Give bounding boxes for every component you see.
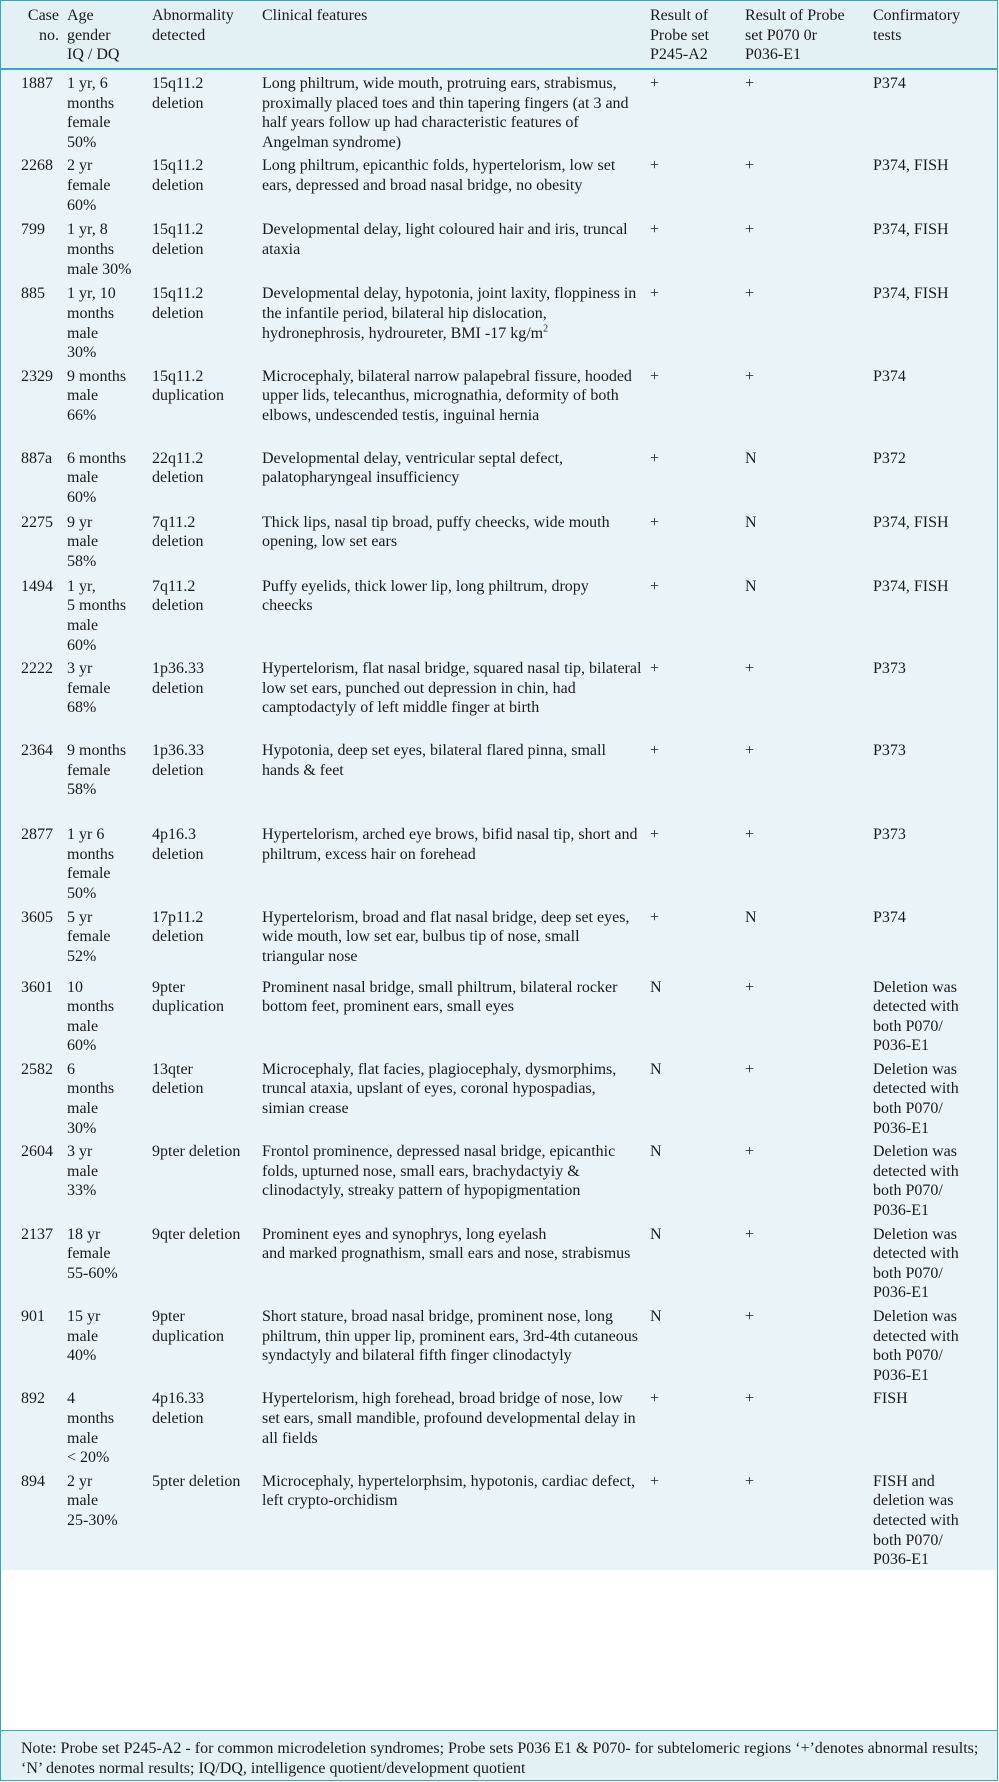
cell-result-p070: N [741, 445, 869, 509]
cell-confirmatory-tests: Deletion was detected with both P070/ P036-E1 [869, 1221, 997, 1303]
cell-clinical-features: Prominent nasal bridge, small philtrum, bilateral rocker bottom feet, prominent ears, small eyes [258, 974, 646, 1056]
cell-abnormality: 15q11.2 duplication [148, 363, 258, 445]
cell-result-p245: N [646, 974, 741, 1056]
cell-abnormality: 9pter deletion [148, 1138, 258, 1220]
cell-case-no: 2582 [1, 1056, 63, 1138]
cell-confirmatory-tests: P374 [869, 363, 997, 445]
cell-abnormality: 15q11.2 deletion [148, 280, 258, 362]
cell-abnormality: 7q11.2 deletion [148, 509, 258, 573]
cell-confirmatory-tests: FISH [869, 1385, 997, 1467]
cell-age-gender-iq: 3 yr female 68% [63, 655, 148, 737]
cell-clinical-features: Microcephaly, hypertelorphsim, hypotonis, cardiac defect, left crypto-orchidism [258, 1468, 646, 1570]
table-row [1, 1468, 997, 1570]
cell-abnormality: 5pter deletion [148, 1468, 258, 1570]
cell-case-no: 2137 [1, 1221, 63, 1303]
cell-confirmatory-tests: Deletion was detected with both P070/ P036-E1 [869, 1056, 997, 1138]
header-probe-p245: Result of Probe set P245-A2 [646, 1, 741, 69]
cell-age-gender-iq: 6 months male 60% [63, 445, 148, 509]
cell-abnormality: 13qter deletion [148, 1056, 258, 1138]
cell-abnormality: 15q11.2 deletion [148, 152, 258, 216]
table-row [1, 509, 997, 573]
cell-clinical-features: Developmental delay, hypotonia, joint laxity, floppiness in the infantile period, bilateral hip dislocation, hydronephrosis, hydroureter, BMI -17 $kg/m^2$ [258, 280, 646, 362]
table-row [1, 445, 997, 509]
cell-clinical-features: Hypertelorism, high forehead, broad bridge of nose, low set ears, small mandible, profound developmental delay in all fields [258, 1385, 646, 1467]
cell-result-p070: + [741, 1138, 869, 1220]
cell-age-gender-iq: 1 yr 6 months female 50% [63, 821, 148, 903]
cell-result-p070: + [741, 974, 869, 1056]
cell-result-p245: + [646, 280, 741, 362]
cell-age-gender-iq: 9 yr male 58% [63, 509, 148, 573]
cell-confirmatory-tests: P374, FISH [869, 152, 997, 216]
cell-age-gender-iq: 15 yr male 40% [63, 1303, 148, 1385]
cell-confirmatory-tests: Deletion was detected with both P070/ P036-E1 [869, 974, 997, 1056]
case-table [1, 1, 997, 1570]
header-case-no: Case no. [1, 1, 63, 69]
cell-case-no: 894 [1, 1468, 63, 1570]
cell-age-gender-iq: 4 months male < 20% [63, 1385, 148, 1467]
cell-result-p245: + [646, 363, 741, 445]
cell-case-no: 1887 [1, 69, 63, 152]
cell-clinical-features: Long philtrum, wide mouth, protruing ears, strabismus, proximally placed toes and thin tapering fingers (at 3 and half years follow up had characteristic features of Angelman syndrome) [258, 69, 646, 152]
cell-result-p070: + [741, 821, 869, 903]
table-row [1, 904, 997, 974]
cell-result-p245: N [646, 1056, 741, 1138]
cell-confirmatory-tests: FISH and deletion was detected with both P070/ P036-E1 [869, 1468, 997, 1570]
cell-result-p070: + [741, 655, 869, 737]
cell-age-gender-iq: 9 months male 66% [63, 363, 148, 445]
cell-confirmatory-tests: P373 [869, 655, 997, 737]
cell-case-no: 799 [1, 216, 63, 280]
table-footnote: Note: Probe set P245-A2 - for common microdeletion syndromes; Probe sets P036 E1 & P070- for subtelomeric regions ‘+’denotes abnormal results; ‘N’ denotes normal results; IQ/DQ, intelligence quotient/development quotient [1, 1730, 997, 1780]
header-clinical-features: Clinical features [258, 1, 646, 69]
cell-abnormality: 9qter deletion [148, 1221, 258, 1303]
table-row [1, 573, 997, 655]
cell-clinical-features: Hypotonia, deep set eyes, bilateral flared pinna, small hands & feet [258, 737, 646, 821]
table-row [1, 974, 997, 1056]
cell-abnormality: 9pter duplication [148, 974, 258, 1056]
table-row [1, 655, 997, 737]
cell-confirmatory-tests: P374, FISH [869, 280, 997, 362]
cell-result-p070: + [741, 1385, 869, 1467]
cell-result-p070: N [741, 904, 869, 974]
cell-result-p245: + [646, 821, 741, 903]
table-row [1, 280, 997, 362]
header-confirmatory: Confirmatory tests [869, 1, 997, 69]
cell-abnormality: 22q11.2 deletion [148, 445, 258, 509]
cell-result-p070: + [741, 216, 869, 280]
table-row [1, 1385, 997, 1467]
table-row [1, 1056, 997, 1138]
cell-case-no: 892 [1, 1385, 63, 1467]
cell-result-p245: + [646, 1385, 741, 1467]
header-row [1, 1, 997, 69]
cell-result-p245: N [646, 1221, 741, 1303]
cell-clinical-features: Thick lips, nasal tip broad, puffy cheecks, wide mouth opening, low set ears [258, 509, 646, 573]
cell-clinical-features: Hypertelorism, arched eye brows, bifid nasal tip, short and philtrum, excess hair on forehead [258, 821, 646, 903]
cell-confirmatory-tests: P373 [869, 821, 997, 903]
cell-result-p070: + [741, 152, 869, 216]
cell-clinical-features: Developmental delay, ventricular septal defect, palatopharyngeal insufficiency [258, 445, 646, 509]
cell-result-p070: + [741, 1468, 869, 1570]
cell-result-p245: N [646, 1138, 741, 1220]
table-row [1, 363, 997, 445]
cell-result-p245: + [646, 655, 741, 737]
cell-case-no: 2364 [1, 737, 63, 821]
cell-age-gender-iq: 3 yr male 33% [63, 1138, 148, 1220]
cell-case-no: 2329 [1, 363, 63, 445]
superscript: 2 [543, 323, 549, 335]
cell-result-p245: + [646, 509, 741, 573]
cell-case-no: 2877 [1, 821, 63, 903]
cell-clinical-features: Short stature, broad nasal bridge, prominent nose, long philtrum, thin upper lip, prominent ears, 3rd-4th cutaneous syndactyly and bilateral fifth finger clinodactyly [258, 1303, 646, 1385]
cell-age-gender-iq: 1 yr, 10 months male 30% [63, 280, 148, 362]
cell-confirmatory-tests: Deletion was detected with both P070/ P036-E1 [869, 1303, 997, 1385]
cell-result-p070: + [741, 1303, 869, 1385]
cell-confirmatory-tests: P374 [869, 69, 997, 152]
table-row [1, 1221, 997, 1303]
cell-abnormality: 1p36.33 deletion [148, 655, 258, 737]
cell-case-no: 901 [1, 1303, 63, 1385]
cell-confirmatory-tests: P374, FISH [869, 573, 997, 655]
cell-abnormality: 1p36.33 deletion [148, 737, 258, 821]
cell-result-p245: + [646, 573, 741, 655]
cell-age-gender-iq: 5 yr female 52% [63, 904, 148, 974]
cell-result-p070: N [741, 573, 869, 655]
cell-result-p070: + [741, 737, 869, 821]
cell-age-gender-iq: 9 months female 58% [63, 737, 148, 821]
cell-abnormality: 15q11.2 deletion [148, 69, 258, 152]
cell-result-p245: + [646, 445, 741, 509]
cell-case-no: 885 [1, 280, 63, 362]
cell-confirmatory-tests: Deletion was detected with both P070/ P036-E1 [869, 1138, 997, 1220]
cell-result-p070: + [741, 280, 869, 362]
cell-age-gender-iq: 1 yr, 8 months male 30% [63, 216, 148, 280]
table-row [1, 152, 997, 216]
cell-case-no: 1494 [1, 573, 63, 655]
table-body [1, 69, 997, 1570]
cell-clinical-features: Frontol prominence, depressed nasal bridge, epicanthic folds, upturned nose, small ears, brachydactyiy & clinodactyly, streaky pattern of hypopigmentation [258, 1138, 646, 1220]
cell-case-no: 2604 [1, 1138, 63, 1220]
cell-result-p070: + [741, 69, 869, 152]
cell-case-no: 3605 [1, 904, 63, 974]
header-abnormality: Abnormality detected [148, 1, 258, 69]
cell-result-p245: + [646, 904, 741, 974]
cell-case-no: 2222 [1, 655, 63, 737]
cell-result-p070: + [741, 363, 869, 445]
cell-result-p070: + [741, 1221, 869, 1303]
cell-abnormality: 9pter duplication [148, 1303, 258, 1385]
cell-case-no: 2275 [1, 509, 63, 573]
cell-case-no: 2268 [1, 152, 63, 216]
table-row [1, 216, 997, 280]
cell-age-gender-iq: 18 yr female 55-60% [63, 1221, 148, 1303]
cell-case-no: 3601 [1, 974, 63, 1056]
cell-confirmatory-tests: P374, FISH [869, 509, 997, 573]
cell-case-no: 887a [1, 445, 63, 509]
table-row [1, 1138, 997, 1220]
cell-age-gender-iq: 10 months male 60% [63, 974, 148, 1056]
cell-age-gender-iq: 2 yr male 25-30% [63, 1468, 148, 1570]
table-row [1, 821, 997, 903]
cell-confirmatory-tests: P374, FISH [869, 216, 997, 280]
cell-result-p245: + [646, 69, 741, 152]
cell-abnormality: 4p16.3 deletion [148, 821, 258, 903]
cell-age-gender-iq: 1 yr, 5 months male 60% [63, 573, 148, 655]
cell-result-p245: + [646, 1468, 741, 1570]
cell-clinical-features: Microcephaly, flat facies, plagiocephaly, dysmorphims, truncal ataxia, upslant of eyes, coronal hypospadias, simian crease [258, 1056, 646, 1138]
cell-age-gender-iq: 6 months male 30% [63, 1056, 148, 1138]
cell-clinical-features: Puffy eyelids, thick lower lip, long philtrum, dropy cheecks [258, 573, 646, 655]
cell-result-p245: N [646, 1303, 741, 1385]
table-row [1, 69, 997, 152]
cell-clinical-features: Hypertelorism, flat nasal bridge, squared nasal tip, bilateral low set ears, punched out depression in chin, had camptodactyly of left middle finger at birth [258, 655, 646, 737]
cell-clinical-features: Microcephaly, bilateral narrow palapebral fissure, hooded upper lids, telecanthus, micrognathia, deformity of both elbows, undescended testis, inguinal hernia [258, 363, 646, 445]
cell-abnormality: 7q11.2 deletion [148, 573, 258, 655]
table-row [1, 1303, 997, 1385]
header-age-gender-iq: Age gender IQ / DQ [63, 1, 148, 69]
cell-clinical-features: Prominent eyes and synophrys, long eyelash and marked prognathism, small ears and nose, strabismus [258, 1221, 646, 1303]
header-probe-p070: Result of Probe set P070 0r P036-E1 [741, 1, 869, 69]
cell-abnormality: 17p11.2 deletion [148, 904, 258, 974]
cell-clinical-features: Hypertelorism, broad and flat nasal bridge, deep set eyes, wide mouth, low set ear, bulbus tip of nose, small triangular nose [258, 904, 646, 974]
cell-result-p245: + [646, 216, 741, 280]
cell-result-p070: N [741, 509, 869, 573]
cell-abnormality: 4p16.33 deletion [148, 1385, 258, 1467]
cell-age-gender-iq: 1 yr, 6 months female 50% [63, 69, 148, 152]
cell-result-p070: + [741, 1056, 869, 1138]
cell-confirmatory-tests: P372 [869, 445, 997, 509]
cell-abnormality: 15q11.2 deletion [148, 216, 258, 280]
cell-clinical-features: Long philtrum, epicanthic folds, hypertelorism, low set ears, depressed and broad nasal bridge, no obesity [258, 152, 646, 216]
cell-age-gender-iq: 2 yr female 60% [63, 152, 148, 216]
cell-clinical-features: Developmental delay, light coloured hair and iris, truncal ataxia [258, 216, 646, 280]
cell-result-p245: + [646, 152, 741, 216]
cell-result-p245: + [646, 737, 741, 821]
table-row [1, 737, 997, 821]
cell-confirmatory-tests: P374 [869, 904, 997, 974]
cell-confirmatory-tests: P373 [869, 737, 997, 821]
